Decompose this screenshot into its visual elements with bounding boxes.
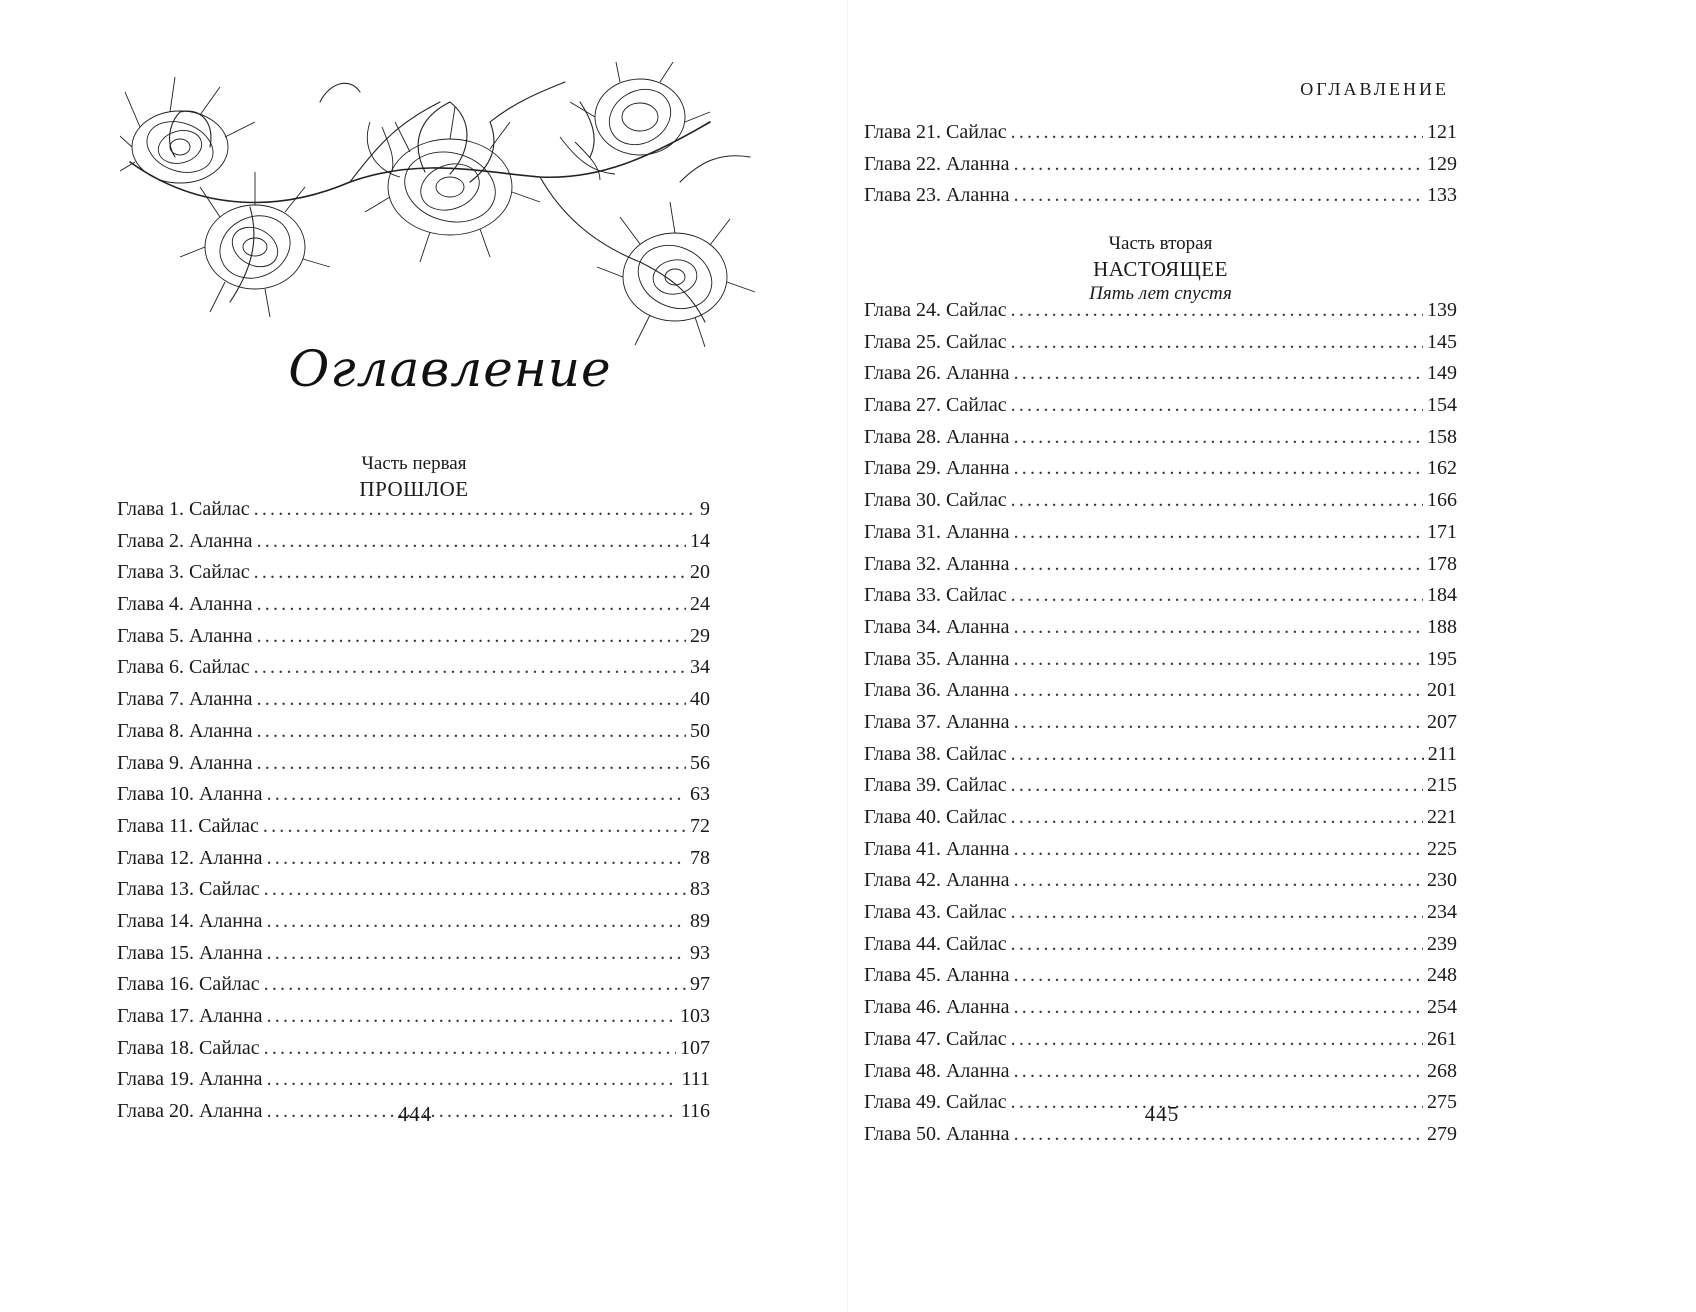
chapter-page-number: 268 xyxy=(1427,1059,1457,1082)
dot-leader xyxy=(1011,774,1423,797)
toc-entry xyxy=(864,679,1457,711)
chapter-title: Глава 4. Аланна xyxy=(117,593,253,616)
part-two-subtitle: Пять лет спустя xyxy=(1089,283,1232,304)
page-number-right: 445 xyxy=(1144,1102,1180,1126)
chapter-title: Глава 12. Аланна xyxy=(117,846,263,869)
part-two-name: НАСТОЯЩЕЕ xyxy=(1093,257,1228,281)
dot-leader xyxy=(1014,996,1423,1019)
part-two-heading xyxy=(864,234,1457,303)
floral-illustration xyxy=(120,62,770,362)
dot-leader xyxy=(1014,553,1423,576)
chapter-page-number: 166 xyxy=(1427,489,1457,512)
toc-entry xyxy=(864,426,1457,458)
chapter-page-number: 201 xyxy=(1427,679,1457,702)
chapter-page-number: 121 xyxy=(1427,121,1457,143)
dot-leader xyxy=(267,910,686,933)
dot-leader xyxy=(1011,489,1423,512)
chapter-page-number: 195 xyxy=(1427,647,1457,670)
right-toc-list-top xyxy=(864,121,1457,216)
dot-leader xyxy=(1014,1123,1423,1146)
toc-entry xyxy=(864,869,1457,901)
chapter-title: Глава 39. Сайлас xyxy=(864,774,1007,797)
chapter-page-number: 178 xyxy=(1427,552,1457,575)
toc-entry xyxy=(117,625,710,657)
chapter-page-number: 184 xyxy=(1427,584,1457,607)
dot-leader xyxy=(264,878,686,901)
dot-leader xyxy=(1014,457,1423,480)
chapter-page-number: 133 xyxy=(1427,184,1457,207)
chapter-page-number: 56 xyxy=(690,751,710,774)
chapter-title: Глава 27. Сайлас xyxy=(864,394,1007,417)
toc-entry xyxy=(864,964,1457,996)
chapter-title: Глава 21. Сайлас xyxy=(864,121,1007,143)
chapter-page-number: 149 xyxy=(1427,362,1457,385)
toc-entry xyxy=(117,910,710,942)
chapter-title: Глава 14. Аланна xyxy=(117,909,263,932)
chapter-page-number: 254 xyxy=(1427,996,1457,1019)
chapter-page-number: 116 xyxy=(680,1100,710,1123)
part-two-label: Часть вторая xyxy=(1108,233,1213,254)
chapter-title: Глава 40. Сайлас xyxy=(864,806,1007,828)
chapter-title: Глава 30. Сайлас xyxy=(864,489,1007,512)
chapter-title: Глава 24. Сайлас xyxy=(864,299,1007,321)
toc-entry xyxy=(864,1028,1457,1060)
dot-leader xyxy=(263,815,686,838)
toc-entry xyxy=(864,774,1457,806)
toc-entry xyxy=(117,498,710,530)
chapter-title: Глава 36. Аланна xyxy=(864,679,1010,702)
toc-entry xyxy=(117,1037,710,1069)
chapter-title: Глава 2. Аланна xyxy=(117,529,253,552)
chapter-title: Глава 46. Аланна xyxy=(864,996,1010,1019)
toc-entry xyxy=(864,933,1457,965)
right-toc-list xyxy=(864,299,1457,1155)
toc-entry xyxy=(864,996,1457,1028)
dot-leader xyxy=(1011,806,1423,829)
chapter-title: Глава 37. Аланна xyxy=(864,710,1010,733)
toc-entry xyxy=(117,847,710,879)
chapter-title: Глава 32. Аланна xyxy=(864,552,1010,575)
chapter-title: Глава 44. Сайлас xyxy=(864,932,1007,955)
chapter-page-number: 225 xyxy=(1427,837,1457,860)
dot-leader xyxy=(264,973,686,996)
chapter-title: Глава 35. Аланна xyxy=(864,647,1010,670)
part-one-name: ПРОШЛОЕ xyxy=(359,477,469,501)
chapter-page-number: 50 xyxy=(690,719,710,742)
toc-entry xyxy=(864,648,1457,680)
chapter-page-number: 97 xyxy=(690,973,710,996)
chapter-page-number: 83 xyxy=(690,878,710,901)
dot-leader xyxy=(257,530,686,553)
dot-leader xyxy=(1011,933,1423,956)
chapter-title: Глава 7. Аланна xyxy=(117,688,253,711)
dot-leader xyxy=(1011,1091,1423,1114)
chapter-title: Глава 42. Аланна xyxy=(864,869,1010,892)
toc-entry xyxy=(117,752,710,784)
toc-entry xyxy=(864,901,1457,933)
dot-leader xyxy=(254,656,686,679)
chapter-page-number: 34 xyxy=(690,656,710,679)
chapter-title: Глава 31. Аланна xyxy=(864,520,1010,543)
toc-entry xyxy=(864,489,1457,521)
part-one-heading xyxy=(116,454,712,500)
chapter-title: Глава 18. Сайлас xyxy=(117,1036,260,1059)
toc-entry xyxy=(117,973,710,1005)
toc-entry xyxy=(117,783,710,815)
part-one-label: Часть первая xyxy=(361,453,467,474)
chapter-title: Глава 11. Сайлас xyxy=(117,814,259,837)
chapter-title: Глава 49. Сайлас xyxy=(864,1091,1007,1114)
toc-entry xyxy=(864,711,1457,743)
chapter-page-number: 215 xyxy=(1427,774,1457,797)
chapter-title: Глава 16. Сайлас xyxy=(117,973,260,996)
chapter-page-number: 89 xyxy=(690,909,710,932)
dot-leader xyxy=(1014,648,1423,671)
chapter-page-number: 211 xyxy=(1427,742,1457,765)
chapter-title: Глава 28. Аланна xyxy=(864,425,1010,448)
dot-leader xyxy=(257,688,686,711)
toc-entry xyxy=(864,838,1457,870)
chapter-title: Глава 22. Аланна xyxy=(864,152,1010,175)
chapter-title: Глава 6. Сайлас xyxy=(117,656,250,679)
chapter-page-number: 234 xyxy=(1427,901,1457,924)
toc-entry xyxy=(864,153,1457,185)
dot-leader xyxy=(1014,964,1423,987)
chapter-page-number: 261 xyxy=(1427,1027,1457,1050)
toc-entry xyxy=(864,1123,1457,1155)
dot-leader xyxy=(1014,869,1423,892)
chapter-page-number: 103 xyxy=(680,1005,710,1027)
chapter-title: Глава 41. Аланна xyxy=(864,837,1010,860)
dot-leader xyxy=(1011,1028,1423,1051)
toc-entry xyxy=(117,530,710,562)
dot-leader xyxy=(1014,362,1423,385)
chapter-page-number: 129 xyxy=(1427,152,1457,175)
chapter-page-number: 145 xyxy=(1427,330,1457,353)
dot-leader xyxy=(267,783,686,806)
toc-entry xyxy=(864,121,1457,153)
chapter-title: Глава 33. Сайлас xyxy=(864,584,1007,607)
toc-entry xyxy=(864,553,1457,585)
left-toc-list xyxy=(117,498,710,1132)
toc-entry xyxy=(864,521,1457,553)
chapter-page-number: 162 xyxy=(1427,457,1457,480)
chapter-title: Глава 34. Аланна xyxy=(864,615,1010,638)
chapter-page-number: 14 xyxy=(690,529,710,552)
toc-entry xyxy=(117,688,710,720)
chapter-page-number: 78 xyxy=(690,846,710,869)
dot-leader xyxy=(267,1068,678,1091)
chapter-title: Глава 19. Аланна xyxy=(117,1068,263,1091)
toc-entry xyxy=(117,720,710,752)
chapter-title: Глава 17. Аланна xyxy=(117,1005,263,1027)
dot-leader xyxy=(1011,394,1423,417)
chapter-page-number: 107 xyxy=(680,1036,710,1059)
dot-leader xyxy=(1011,121,1423,144)
dot-leader xyxy=(1014,711,1423,734)
chapter-title: Глава 50. Аланна xyxy=(864,1122,1010,1145)
chapter-title: Глава 43. Сайлас xyxy=(864,901,1007,924)
chapter-title: Глава 45. Аланна xyxy=(864,964,1010,987)
dot-leader xyxy=(257,752,686,775)
dot-leader xyxy=(267,942,686,965)
chapter-page-number: 20 xyxy=(690,561,710,584)
toc-entry xyxy=(117,1068,710,1100)
dot-leader xyxy=(267,847,686,870)
toc-entry xyxy=(864,457,1457,489)
toc-entry xyxy=(864,806,1457,838)
chapter-title: Глава 38. Сайлас xyxy=(864,742,1007,765)
dot-leader xyxy=(1014,426,1423,449)
chapter-title: Глава 10. Аланна xyxy=(117,783,263,806)
chapter-page-number: 29 xyxy=(690,624,710,647)
dot-leader xyxy=(1014,679,1423,702)
chapter-page-number: 9 xyxy=(700,498,710,520)
toc-entry xyxy=(117,656,710,688)
toc-entry xyxy=(117,561,710,593)
chapter-page-number: 248 xyxy=(1427,964,1457,987)
chapter-title: Глава 20. Аланна xyxy=(117,1100,263,1123)
dot-leader xyxy=(1014,616,1423,639)
page-number-left: 444 xyxy=(397,1102,433,1126)
dot-leader xyxy=(1011,743,1424,766)
toc-entry xyxy=(864,362,1457,394)
chapter-title: Глава 13. Сайлас xyxy=(117,878,260,901)
toc-entry xyxy=(864,616,1457,648)
toc-entry xyxy=(117,815,710,847)
toc-entry xyxy=(864,184,1457,216)
chapter-page-number: 111 xyxy=(681,1068,710,1091)
toc-entry xyxy=(117,1005,710,1037)
chapter-page-number: 40 xyxy=(690,688,710,711)
chapter-title: Глава 3. Сайлас xyxy=(117,561,250,584)
right-page xyxy=(848,0,1696,1312)
chapter-title: Глава 26. Аланна xyxy=(864,362,1010,385)
dot-leader xyxy=(1014,184,1423,207)
chapter-title: Глава 23. Аланна xyxy=(864,184,1010,207)
chapter-title: Глава 47. Сайлас xyxy=(864,1027,1007,1050)
chapter-page-number: 279 xyxy=(1427,1122,1457,1145)
chapter-title: Глава 48. Аланна xyxy=(864,1059,1010,1082)
chapter-page-number: 207 xyxy=(1427,710,1457,733)
chapter-page-number: 171 xyxy=(1427,520,1457,543)
chapter-page-number: 93 xyxy=(690,941,710,964)
dot-leader xyxy=(267,1005,676,1028)
dot-leader xyxy=(1011,299,1423,322)
toc-entry xyxy=(117,942,710,974)
chapter-page-number: 63 xyxy=(690,783,710,806)
chapter-page-number: 230 xyxy=(1427,869,1457,892)
dot-leader xyxy=(1011,331,1423,354)
dot-leader xyxy=(1014,838,1423,861)
dot-leader xyxy=(257,720,686,743)
dot-leader xyxy=(1011,584,1423,607)
toc-entry xyxy=(864,299,1457,331)
chapter-page-number: 158 xyxy=(1427,425,1457,448)
dot-leader xyxy=(254,561,686,584)
toc-entry xyxy=(864,1060,1457,1092)
chapter-page-number: 24 xyxy=(690,593,710,616)
dot-leader xyxy=(257,625,686,648)
chapter-page-number: 139 xyxy=(1427,299,1457,321)
running-head: ОГЛАВЛЕНИЕ xyxy=(1300,79,1449,99)
toc-entry xyxy=(864,743,1457,775)
chapter-title: Глава 9. Аланна xyxy=(117,751,253,774)
chapter-page-number: 275 xyxy=(1427,1091,1457,1114)
toc-entry xyxy=(864,394,1457,426)
chapter-page-number: 154 xyxy=(1427,394,1457,417)
chapter-title: Глава 5. Аланна xyxy=(117,624,253,647)
toc-entry xyxy=(117,593,710,625)
chapter-page-number: 188 xyxy=(1427,615,1457,638)
dot-leader xyxy=(254,498,696,521)
chapter-title: Глава 8. Аланна xyxy=(117,719,253,742)
chapter-page-number: 239 xyxy=(1427,932,1457,955)
chapter-page-number: 72 xyxy=(690,814,710,837)
chapter-title: Глава 1. Сайлас xyxy=(117,498,250,520)
chapter-title: Глава 25. Сайлас xyxy=(864,330,1007,353)
dot-leader xyxy=(1014,521,1423,544)
dot-leader xyxy=(1011,901,1423,924)
dot-leader xyxy=(257,593,686,616)
toc-entry xyxy=(117,878,710,910)
chapter-page-number: 221 xyxy=(1427,806,1457,828)
toc-entry xyxy=(864,331,1457,363)
chapter-title: Глава 15. Аланна xyxy=(117,941,263,964)
dot-leader xyxy=(267,1100,677,1123)
dot-leader xyxy=(264,1037,676,1060)
dot-leader xyxy=(1014,1060,1423,1083)
chapter-title: Глава 29. Аланна xyxy=(864,457,1010,480)
toc-entry xyxy=(864,584,1457,616)
toc-title: Оглавление xyxy=(288,340,612,398)
dot-leader xyxy=(1014,153,1423,176)
